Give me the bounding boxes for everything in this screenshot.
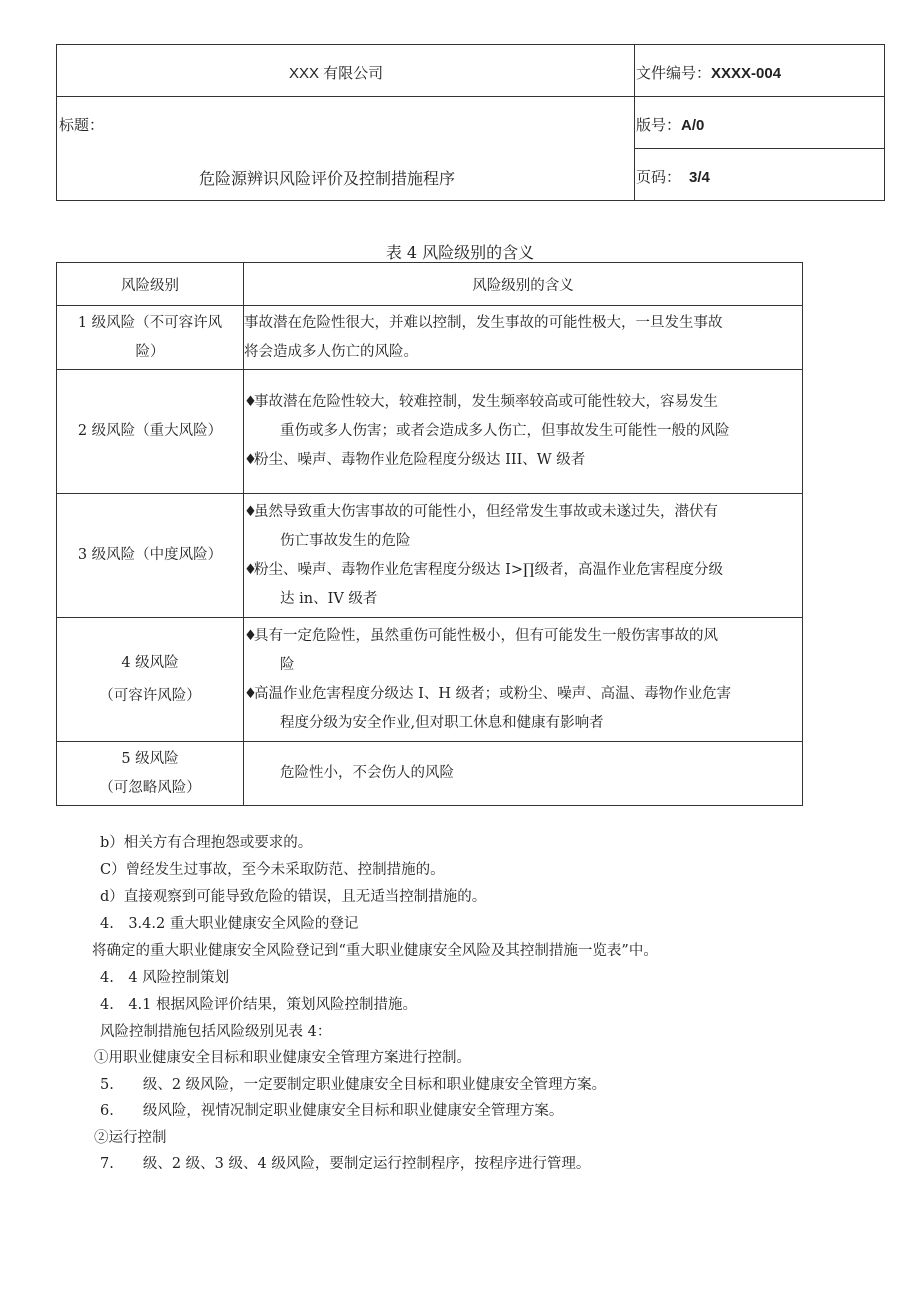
risk-meaning-cell: 事故潜在危险性很大，并难以控制，发生事故的可能性极大，一旦发生事故 将会造成多人伤亡的风险。 [244,306,803,370]
list-item: 5. 级、2 级风险，一定要制定职业健康安全目标和职业健康安全管理方案。 [100,1077,607,1093]
table-row [57,618,803,742]
paragraph: ①用职业健康安全目标和职业健康安全管理方案进行控制。 [94,1050,471,1066]
table-header-row [57,263,803,306]
paragraph: ②运行控制 [94,1130,167,1146]
company-name: XXX 有限公司 [289,65,384,82]
header-divider [57,96,634,97]
bullet-icon: ♦ [244,561,257,578]
list-item: ♦事故潜在危险性较大，较难控制，发生频率较高或可能性较大，容易发生 [244,388,802,417]
risk-meaning-cell: ♦具有一定危险性，虽然重伤可能性极小，但有可能发生一般伤害事故的风 险 ♦高温作业危害程度分级达 I、H 级者；或粉尘、噪声、高温、毒物作业危害 程度分级为安全作业,但对职工休息和健康有影响者 [244,618,803,742]
table-row [57,742,803,806]
list-item: 6. 级风险，视情况制定职业健康安全目标和职业健康安全管理方案。 [100,1103,564,1119]
risk-level-cell: 5 级风险 （可忽略风险） [57,742,244,806]
bullet-icon: ♦ [244,685,257,702]
bullet-icon: ♦ [244,394,257,410]
column-header-level: 风险级别 [57,263,244,306]
table-caption: 表 4 风险级别的含义 [385,243,535,262]
section-heading: 4. 4 风险控制策划 [100,970,230,986]
risk-meaning-cell: 危险性小，不会伤人的风险 [244,742,803,806]
list-item: ♦具有一定危险性，虽然重伤可能性极小，但有可能发生一般伤害事故的风 [244,622,802,651]
version-number: 版号：A/0 [636,116,705,134]
page-number: 页码： 3/4 [636,168,710,186]
risk-level-cell: 3 级风险（中度风险） [57,494,244,618]
document-number: 文件编号：XXXX-004 [636,64,782,82]
list-item: 7. 级、2 级、3 级、4 级风险，要制定运行控制程序，按程序进行管理。 [100,1156,591,1172]
section-heading: 4. 3.4.2 重大职业健康安全风险的登记 [100,916,359,932]
list-item: ♦粉尘、噪声、毒物作业危险程度分级达 III、W 级者 [244,446,802,475]
list-item: ♦虽然导致重大伤害事故的可能性小，但经常发生事故或未遂过失，潜伏有 [244,498,802,527]
header-divider [634,45,635,200]
paragraph: 风险控制措施包括风险级别见表 4： [100,1024,332,1040]
list-item: ♦高温作业危害程度分级达 I、H 级者；或粉尘、噪声、高温、毒物作业危害 [244,680,802,709]
title-label: 标题： [59,116,105,134]
column-header-meaning: 风险级别的含义 [244,263,803,306]
bullet-icon: ♦ [244,627,257,644]
header-divider [634,96,885,97]
risk-meaning-cell: ♦事故潜在危险性较大，较难控制，发生频率较高或可能性较大，容易发生 重伤或多人伤害；或者会造成多人伤亡，但事故发生可能性一般的风险 ♦粉尘、噪声、毒物作业危险程度分级达 III、W 级者 [244,370,803,494]
list-item: ♦粉尘、噪声、毒物作业危害程度分级达 I>∏级者，高温作业危害程度分级 [244,556,802,585]
risk-level-cell: 2 级风险（重大风险） [57,370,244,494]
header-divider [634,148,885,149]
paragraph: b）相关方有合理抱怨或要求的。 [100,835,313,851]
document-header [56,44,885,201]
section-heading: 4. 4.1 根据风险评价结果，策划风险控制措施。 [100,997,418,1013]
document-title: 危险源辨识风险评价及控制措施程序 [199,169,456,188]
bullet-icon: ♦ [244,503,257,520]
risk-level-cell: 1 级风险（不可容许风 险） [57,306,244,370]
paragraph: C）曾经发生过事故，至今未采取防范、控制措施的。 [100,862,445,878]
table-row [57,494,803,618]
bullet-icon: ♦ [244,452,257,468]
risk-level-table [56,262,803,806]
paragraph: d）直接观察到可能导致危险的错误，且无适当控制措施的。 [100,889,487,905]
table-row [57,306,803,370]
table-row [57,370,803,494]
paragraph: 将确定的重大职业健康安全风险登记到“重大职业健康安全风险及其控制措施一览表”中。 [92,943,658,959]
risk-level-cell: 4 级风险 （可容许风险） [57,618,244,742]
risk-meaning-cell: ♦虽然导致重大伤害事故的可能性小，但经常发生事故或未遂过失，潜伏有 伤亡事故发生的危险 ♦粉尘、噪声、毒物作业危害程度分级达 I>∏级者，高温作业危害程度分级 达 in、IV 级者 [244,494,803,618]
